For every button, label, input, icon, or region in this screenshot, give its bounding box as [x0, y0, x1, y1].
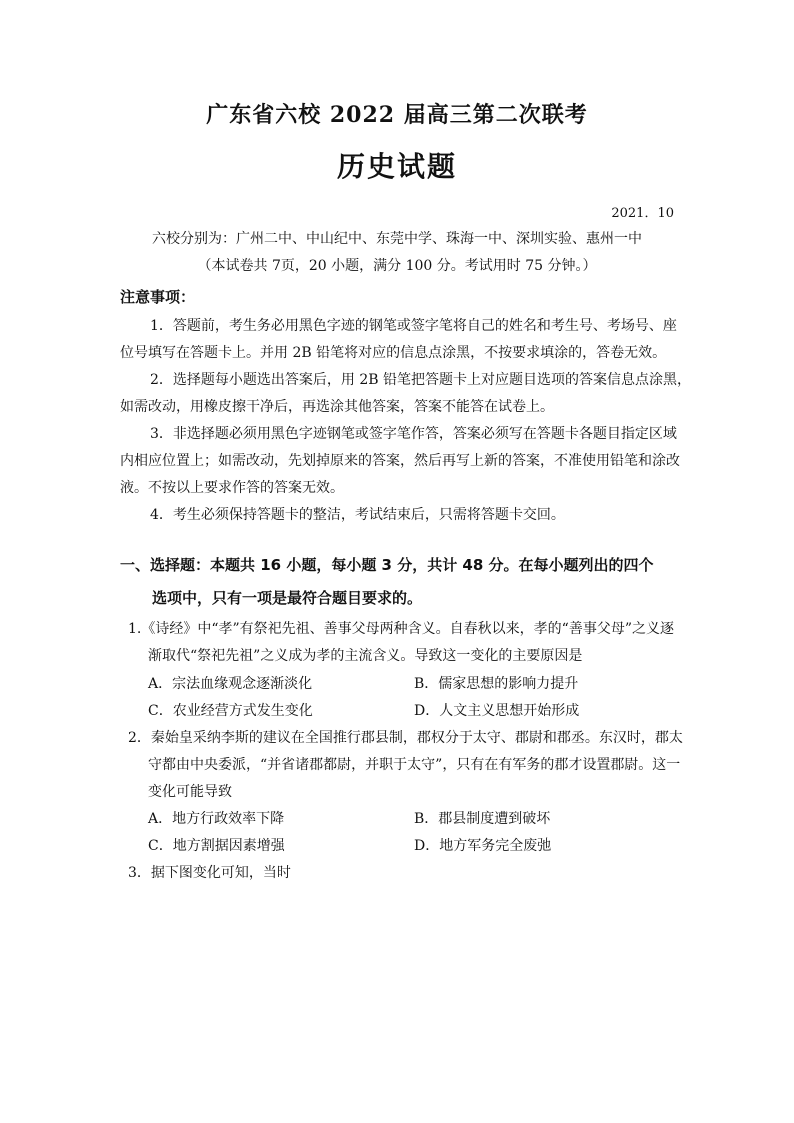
- question-stem: 1.《诗经》中“孝”有祭祀先祖、善事父母两种含义。自春秋以来，孝的“善事父母”之义逐: [128, 621, 674, 637]
- option-a: A．地方行政效率下降: [148, 811, 285, 827]
- notice-line: 如需改动，用橡皮擦干净后，再选涂其他答案，答案不能答在试卷上。: [120, 399, 554, 415]
- exam-date: 2021．10: [611, 206, 674, 221]
- notice-line: 1．答题前，考生务必用黑色字迹的钢笔或签字笔将自己的姓名和考生号、考场号、座: [150, 318, 677, 334]
- option-c: C．农业经营方式发生变化: [148, 703, 313, 719]
- section-heading: 一、选择题：本题共 16 小题，每小题 3 分，共计 48 分。在每小题列出的四个: [120, 556, 654, 574]
- option-c: C．地方割据因素增强: [148, 838, 285, 854]
- question-stem: 变化可能导致: [148, 784, 232, 800]
- subject-title: 历史试题: [336, 150, 457, 183]
- option-b: B．郡县制度遭到破坏: [414, 811, 551, 827]
- notice-line: 位号填写在答题卡上。并用 2B 铅笔将对应的信息点涂黑，不按要求填涂的，答卷无效。: [120, 345, 667, 361]
- question-stem: 3．据下图变化可知，当时: [128, 865, 291, 881]
- option-b: B．儒家思想的影响力提升: [414, 676, 579, 692]
- question-stem: 渐取代“祭祀先祖”之义成为孝的主流含义。导致这一变化的主要原因是: [148, 648, 583, 664]
- option-a: A．宗法血缘观念逐渐淡化: [148, 676, 313, 692]
- option-d: D．地方军务完全废弛: [414, 838, 552, 854]
- exam-info: （本试卷共 7页，20 小题，满分 100 分。考试用时 75 分钟。）: [197, 258, 597, 274]
- notice-line: 4．考生必须保持答题卡的整洁，考试结束后，只需将答题卡交回。: [150, 507, 565, 523]
- notice-line: 3．非选择题必须用黑色字迹钢笔或签字笔作答，答案必须写在答题卡各题目指定区域: [150, 426, 677, 442]
- schools-line: 六校分别为：广州二中、中山纪中、东莞中学、珠海一中、深圳实验、惠州一中: [152, 231, 642, 247]
- notice-line: 2．选择题每小题选出答案后，用 2B 铅笔把答题卡上对应题目选项的答案信息点涂黑，: [150, 372, 692, 388]
- exam-title: 广东省六校 2022 届高三第二次联考: [206, 102, 588, 128]
- section-heading-cont: 选项中，只有一项是最符合题目要求的。: [152, 589, 423, 607]
- notice-heading: 注意事项：: [120, 288, 196, 306]
- question-stem: 守都由中央委派，“并省诸郡都尉，并职于太守”，只有在有军务的郡才设置郡尉。这一: [148, 757, 681, 773]
- notice-line: 内相应位置上；如需改动，先划掉原来的答案，然后再写上新的答案，不准使用铅笔和涂改: [120, 453, 680, 469]
- question-stem: 2．秦始皇采纳李斯的建议在全国推行郡县制，郡权分于太守、郡尉和郡丞。东汉时，郡太: [128, 730, 683, 746]
- option-d: D．人文主义思想开始形成: [414, 703, 580, 719]
- notice-line: 液。不按以上要求作答的答案无效。: [120, 480, 344, 496]
